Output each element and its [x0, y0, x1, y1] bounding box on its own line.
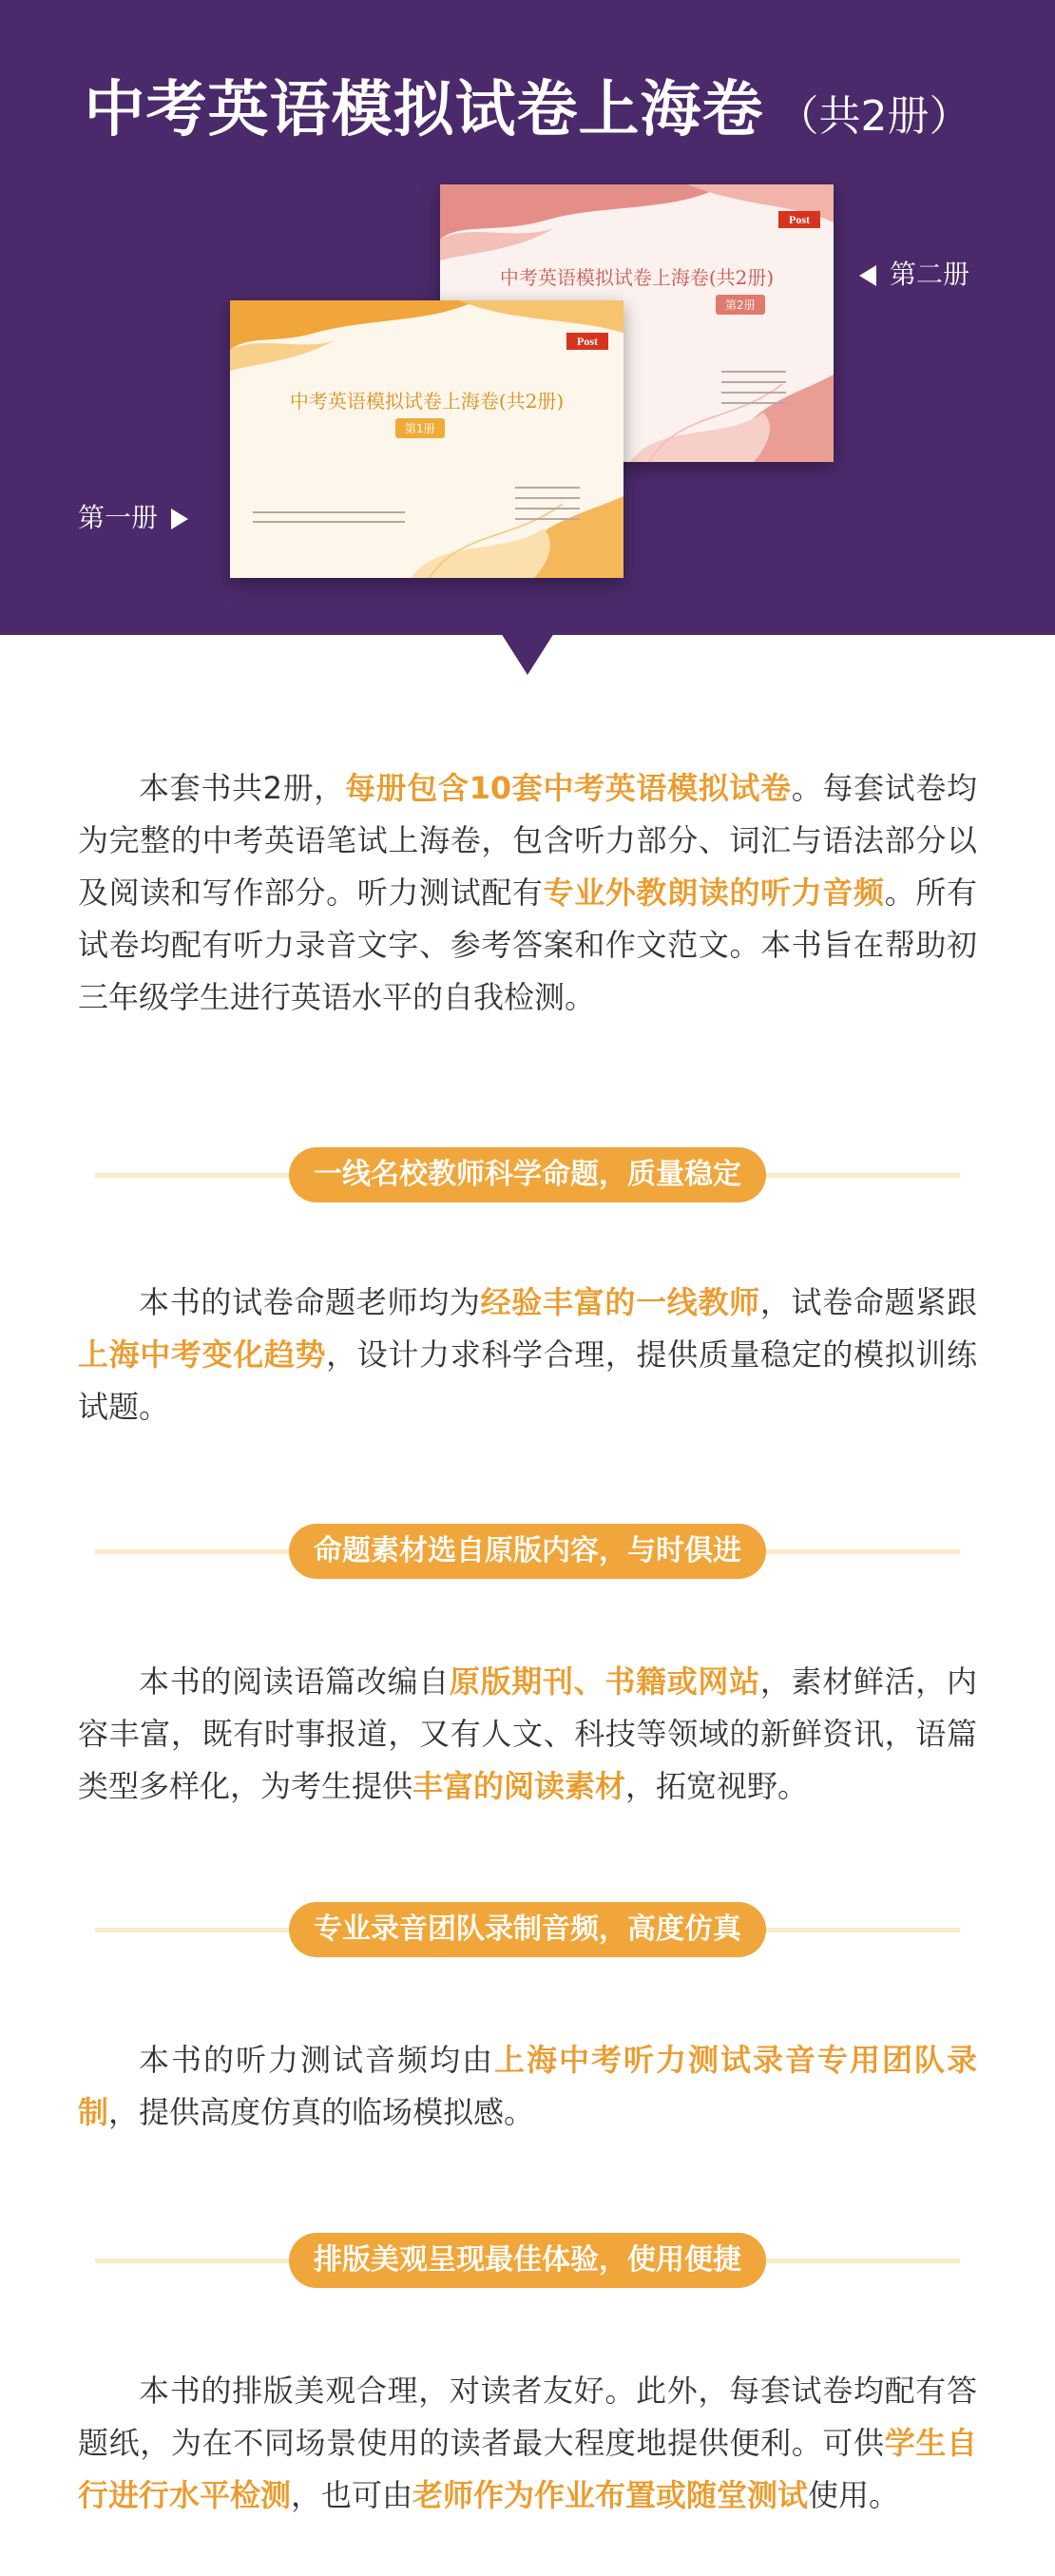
section-paragraph-1: 本书的试卷命题老师均为经验丰富的一线教师，试卷命题紧跟上海中考变化趋势，设计力求科学合理，提供质量稳定的模拟训练试题。 [78, 1284, 977, 1425]
volume-badge: 第1册 [395, 418, 445, 438]
section-paragraph-2: 本书的阅读语篇改编自原版期刊、书籍或网站，素材鲜活，内容丰富，既有时事报道，又有人文、科技等领域的新鲜资讯，语篇类型多样化，为考生提供丰富的阅读素材，拓宽视野。 [78, 1663, 977, 1804]
publisher-logo: Post [566, 333, 608, 350]
title-sub: （共2册） [777, 92, 971, 141]
section-paragraph-4: 本书的排版美观合理，对读者友好。此外，每套试卷均配有答题纸，为在不同场景使用的读者最大程度地提供便利。可供学生自行进行水平检测，也可由老师作为作业布置或随堂测试使用。 [78, 2373, 977, 2513]
banner-pointer [501, 633, 554, 675]
cover-description-lines [253, 511, 405, 530]
section-heading-pill: 排版美观呈现最佳体验，使用便捷 [289, 2233, 766, 2288]
section-heading-2 [0, 1524, 1055, 1579]
volume-badge: 第2册 [716, 295, 765, 315]
cover-decoration [230, 300, 623, 578]
cover-feature-lines [721, 371, 786, 413]
book-title: 中考英语模拟试卷上海卷(共2册) [289, 390, 565, 413]
header-banner [0, 0, 1055, 635]
book-title: 中考英语模拟试卷上海卷(共2册) [499, 266, 775, 289]
section-heading-3 [0, 1902, 1055, 1957]
section-heading-1 [0, 1147, 1055, 1202]
book-cover-vol1 [230, 300, 623, 578]
arrow-right-icon [171, 509, 188, 529]
arrow-left-icon [859, 265, 876, 286]
page-title [0, 61, 1055, 148]
intro-paragraph: 本套书共2册，每册包含10套中考英语模拟试卷。每套试卷均为完整的中考英语笔试上海卷，包含听力部分、词汇与语法部分以及阅读和写作部分。听力测试配有专业外教朗读的听力音频。所有试卷均配有听力录音文字、参考答案和作文范文。本书旨在帮助初三年级学生进行英语水平的自我检测。 [78, 770, 977, 1015]
title-main: 中考英语模拟试卷上海卷 [84, 75, 764, 145]
section-paragraph-3: 本书的听力测试音频均由上海中考听力测试录音专用团队录制，提供高度仿真的临场模拟感。 [78, 2042, 977, 2130]
section-heading-pill: 专业录音团队录制音频，高度仿真 [289, 1902, 766, 1957]
vol1-label: 第一册 [78, 497, 188, 535]
publisher-logo: Post [778, 211, 820, 228]
section-heading-pill: 一线名校教师科学命题，质量稳定 [289, 1147, 766, 1202]
section-heading-4 [0, 2233, 1055, 2288]
vol2-label: 第二册 [859, 254, 969, 292]
section-heading-pill: 命题素材选自原版内容，与时俱进 [289, 1524, 766, 1579]
cover-feature-lines [515, 487, 580, 529]
